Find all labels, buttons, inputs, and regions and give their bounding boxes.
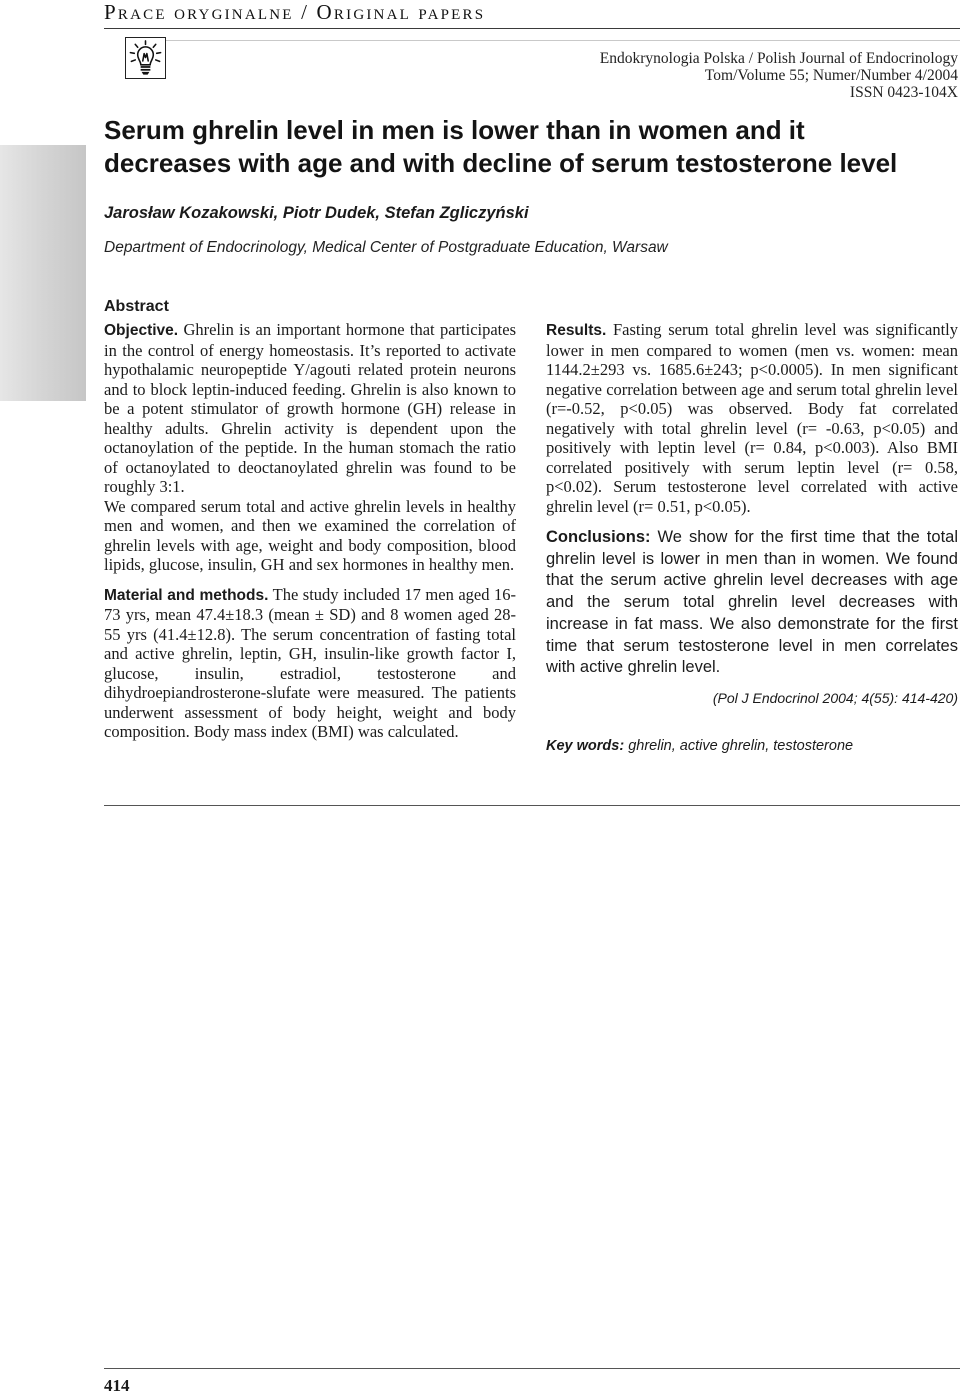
aim-paragraph: We compared serum total and active ghrelin levels in healthy men and women, and then we examined the correlation of ghrelin levels with age, weight and body composition, blood lipids, glucose, insulin, GH and sex hormones in healthy men. bbox=[104, 496, 516, 574]
article-title bbox=[104, 114, 897, 180]
affiliation: Department of Endocrinology, Medical Center of Postgraduate Education, Warsaw bbox=[104, 239, 668, 256]
series-label: Prace oryginalne / Original papers bbox=[104, 0, 486, 24]
lightbulb-icon bbox=[125, 37, 166, 79]
title-line: Serum ghrelin level in men is lower than in women and it bbox=[104, 115, 805, 145]
methods-paragraph bbox=[104, 585, 516, 742]
objective-label: Objective. bbox=[104, 322, 179, 339]
keywords-label: Key words: bbox=[546, 737, 625, 754]
page-number: 414 bbox=[104, 1376, 130, 1395]
keywords-text: ghrelin, active ghrelin, testosterone bbox=[628, 737, 854, 754]
margin-tab bbox=[0, 145, 86, 401]
conclusions-text: We show for the first time that the total ghrelin level is lower in men than in women. We found that the serum active ghrelin level decreases with age and the serum total ghrelin level decreases with increase in fat mass. We also demonstrate for the first time that serum testosterone level in men correlates with active ghrelin level. bbox=[546, 528, 958, 677]
objective-text: Ghrelin is an important hormone that participates in the control of energy homeostasis. It’s reported to activate hypothalamic neuropeptide Y/agouti related protein neurons and to block leptin-induced feeding. Ghrelin is also known to be a potent stimulator of growth hormone (GH) release in healthy adults. Ghrelin activity is dependent upon the octanoylation of the peptide. In the human stomach the ratio of octanoylated to deoctanoylated ghrelin was found to be roughly 3:1. bbox=[104, 320, 517, 496]
title-line: decreases with age and with decline of serum testosterone level bbox=[104, 148, 898, 178]
journal-volume: Tom/Volume 55; Numer/Number 4/2004 bbox=[704, 67, 958, 84]
author-list: Jarosław Kozakowski, Piotr Dudek, Stefan Zgliczyński bbox=[104, 204, 529, 222]
journal-issn: ISSN 0423-104X bbox=[849, 84, 958, 101]
results-label: Results. bbox=[546, 322, 607, 339]
keywords bbox=[546, 737, 958, 755]
results-paragraph bbox=[546, 320, 958, 516]
objective-paragraph bbox=[104, 320, 516, 497]
journal-info bbox=[600, 50, 958, 101]
conclusions-label: Conclusions: bbox=[546, 528, 651, 546]
abstract-left-column bbox=[104, 320, 516, 742]
abstract-end-rule bbox=[104, 805, 960, 806]
abstract-right-column bbox=[546, 320, 958, 755]
conclusions-paragraph bbox=[546, 527, 958, 679]
journal-name: Endokrynologia Polska / Polish Journal of Endocrinology bbox=[599, 50, 958, 67]
abstract-heading: Abstract bbox=[104, 298, 169, 315]
footer-rule bbox=[104, 1368, 960, 1369]
header-subrule bbox=[166, 40, 960, 41]
results-text: Fasting serum total ghrelin level was significantly lower in men compared to women (men vs. women: mean 1144.2±293 vs. 1685.6±243; p<0.0005). In men significant negative correlation between age and serum total ghrelin level (r=-0.52, p<0.05) was observed. Body fat correlated negatively with total ghrelin level (r= -0.63, p<0.05) and positively with leptin level (r= 0.84, p<0.003). Also BMI correlated positively with serum leptin level (r= 0.58, p<0.02). Serum testosterone level correlated with active ghrelin level (r= 0.51, p<0.05). bbox=[546, 320, 959, 516]
methods-text: The study included 17 men aged 16-73 yrs, mean 47.4±18.3 (mean ± SD) and 8 women aged 28-55 yrs (41.4±12.8). The serum concentration of fasting total and active ghrelin, leptin, GH, insulin-like growth factor I, glucose, insulin, estradiol, testosterone and dihydroepiandrosterone-slufate were measured. The patients underwent assessment of body height, weight and body composition. Body mass index (BMI) was calculated. bbox=[104, 584, 516, 741]
citation: (Pol J Endocrinol 2004; 4(55): 414-420) bbox=[712, 689, 958, 706]
methods-label: Material and methods. bbox=[104, 586, 269, 604]
header-rule bbox=[104, 28, 960, 29]
